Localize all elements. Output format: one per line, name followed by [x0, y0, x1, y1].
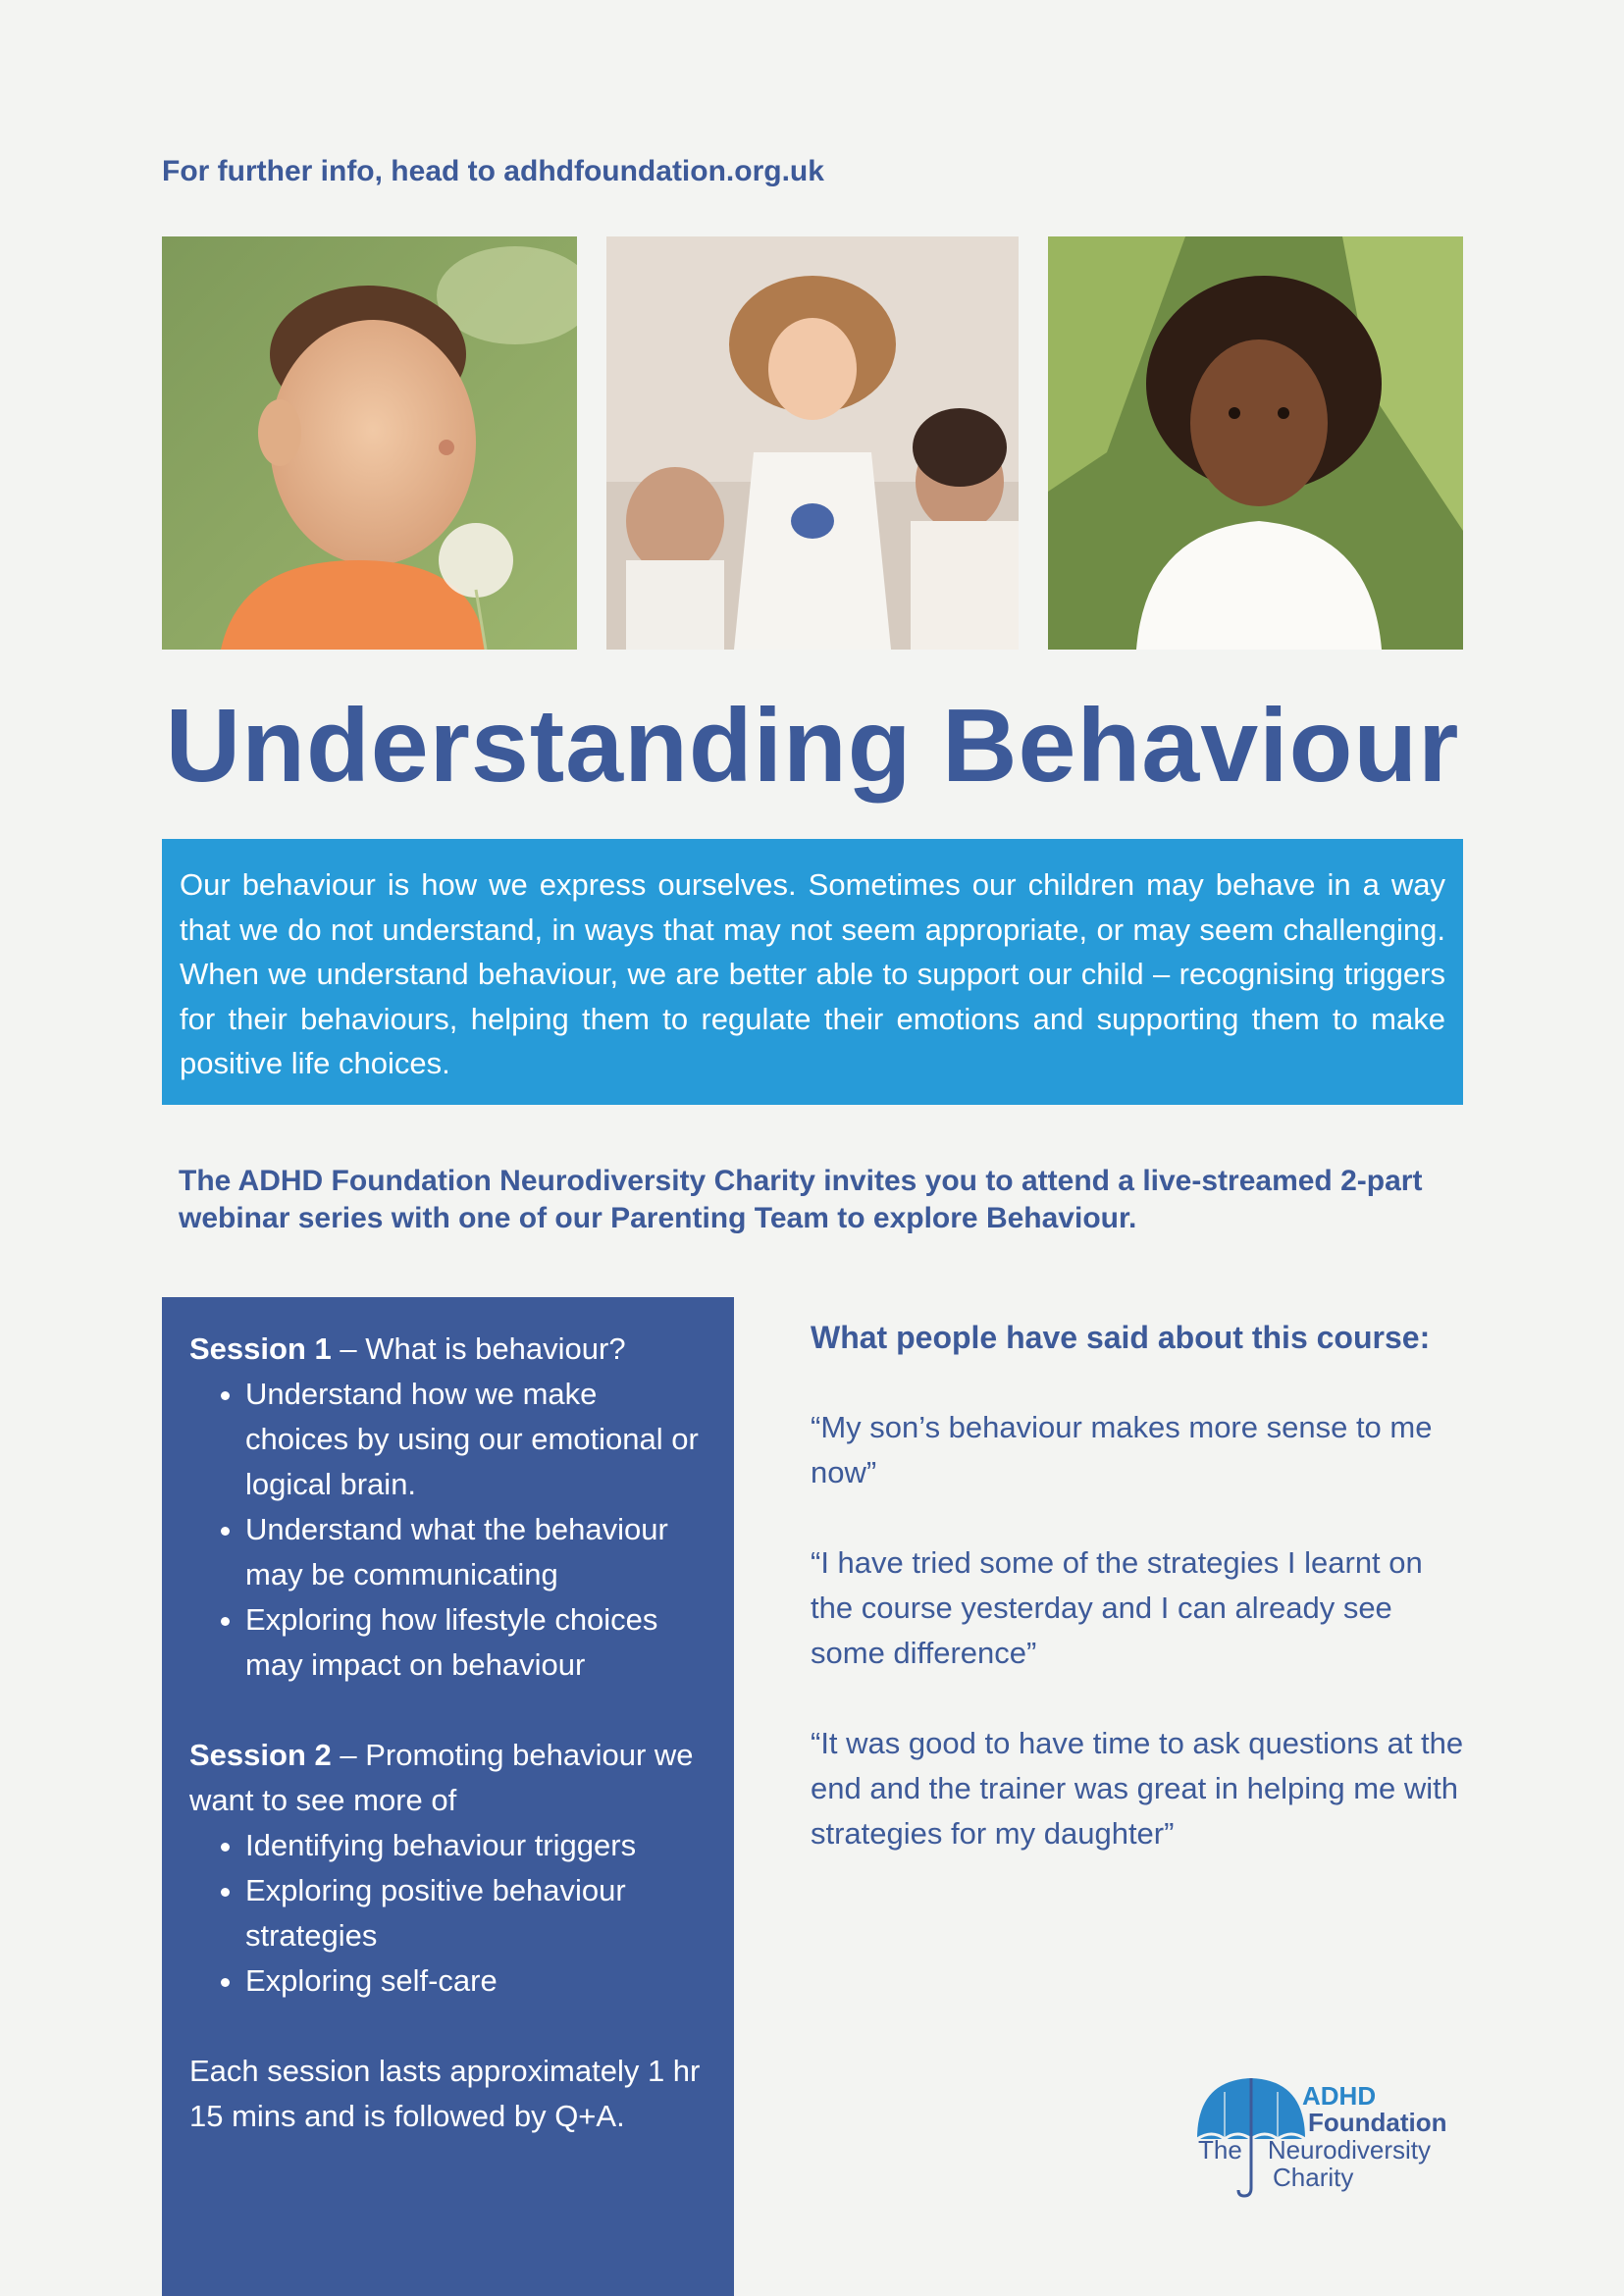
testimonials-heading: What people have said about this course: — [811, 1320, 1431, 1355]
session-2-label: Session 2 — [189, 1738, 332, 1772]
logo-text-the — [1198, 2136, 1431, 2164]
session-1-title: – What is behaviour? — [331, 1331, 626, 1366]
invitation-text: The ADHD Foundation Neurodiversity Charity invites you to attend a live-streamed 2-part webinar series with one of our Parenting Team to explore Behaviour. — [179, 1165, 1423, 1234]
photo-girl-jumping — [606, 236, 1019, 650]
testimonial-quote: “My son’s behaviour makes more sense to me now” — [811, 1410, 1433, 1489]
logo-the: The — [1198, 2135, 1242, 2165]
list-item: • Identifying behaviour triggers — [245, 1823, 707, 1868]
session-1-heading — [189, 1327, 707, 1372]
testimonial-quote: “It was good to have time to ask questions at the end and the trainer was great in helping me with strategies for my daughter” — [811, 1726, 1464, 1851]
list-item: • Exploring self-care — [245, 1958, 707, 2004]
testimonials — [811, 1315, 1468, 1902]
further-info-link[interactable]: For further info, head to adhdfoundation.org.uk — [162, 155, 824, 187]
logo-neurodiversity: Neurodiversity — [1267, 2135, 1431, 2165]
intro-panel — [162, 839, 1463, 1105]
photo-girl-smiling — [1048, 236, 1463, 650]
photo-boy-dandelion — [162, 236, 577, 650]
session-duration-note: Each session lasts approximately 1 hr 15 mins and is followed by Q+A. — [189, 2054, 701, 2133]
testimonial-quote: “I have tried some of the strategies I learnt on the course yesterday and I can already see some difference” — [811, 1545, 1423, 1670]
logo-text-charity: Charity — [1273, 2163, 1354, 2192]
sessions-panel — [162, 1297, 734, 2296]
list-item: • Exploring how lifestyle choices may impact on behaviour — [245, 1597, 707, 1688]
page-title: Understanding Behaviour — [165, 688, 1460, 804]
session-2-list — [189, 1823, 707, 2004]
session-1-list — [189, 1372, 707, 1688]
list-item: • Understand how we make choices by using our emotional or logical brain. — [245, 1372, 707, 1507]
intro-text: Our behaviour is how we express ourselves. Sometimes our children may behave in a way that we do not understand, in ways that may not seem appropriate, or may seem challenging. When we understand behaviour, we are better able to support our child – recognising triggers for their behaviours, helping them to regulate their emotions and supporting them to make positive life choices. — [180, 867, 1445, 1080]
session-2-heading — [189, 1733, 707, 1823]
session-2-title: – Promoting behaviour we want to see more of — [189, 1738, 694, 1817]
logo-text-adhd: ADHD — [1302, 2081, 1377, 2111]
list-item: • Understand what the behaviour may be communicating — [245, 1507, 707, 1597]
session-1-label: Session 1 — [189, 1331, 332, 1366]
logo-text-foundation: Foundation — [1308, 2108, 1447, 2137]
list-item: • Exploring positive behaviour strategies — [245, 1868, 707, 1958]
